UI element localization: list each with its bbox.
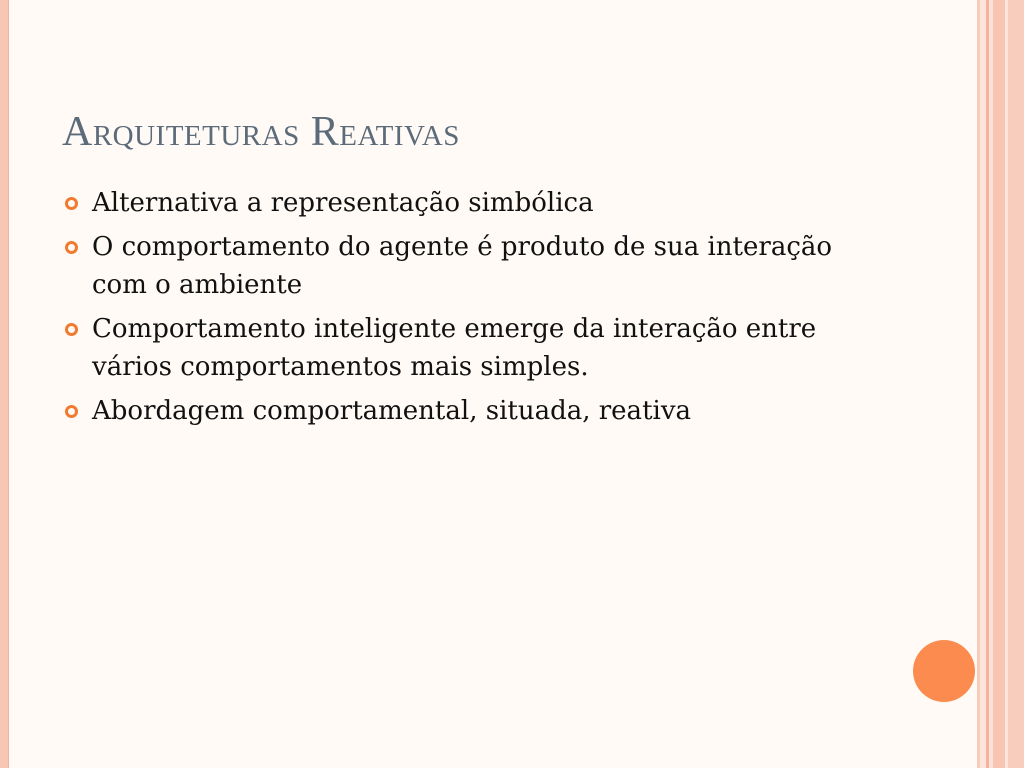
bullet-list [62,184,882,436]
bullet-item [62,392,882,430]
circle-bullet-icon [65,323,78,336]
bullet-text: Comportamento inteligente emerge da interação entre vários comportamentos mais simples. [92,314,817,382]
bullet-item [62,310,882,386]
left-border [0,0,8,768]
right-stripe [1008,0,1024,768]
bullet-text: Alternativa a representação simbólica [92,188,594,218]
circle-bullet-icon [65,197,78,210]
circle-bullet-icon [65,241,78,254]
left-border-line [8,0,9,768]
bullet-item [62,184,882,222]
bullet-text: O comportamento do agente é produto de sua interação com o ambiente [92,232,833,300]
decorative-circle [913,640,975,702]
right-stripe [993,0,1005,768]
slide-title: Arquiteturas Reativas [62,109,460,155]
circle-bullet-icon [65,405,78,418]
bullet-text: Abordagem comportamental, situada, reativa [92,396,692,426]
bullet-item [62,228,882,304]
